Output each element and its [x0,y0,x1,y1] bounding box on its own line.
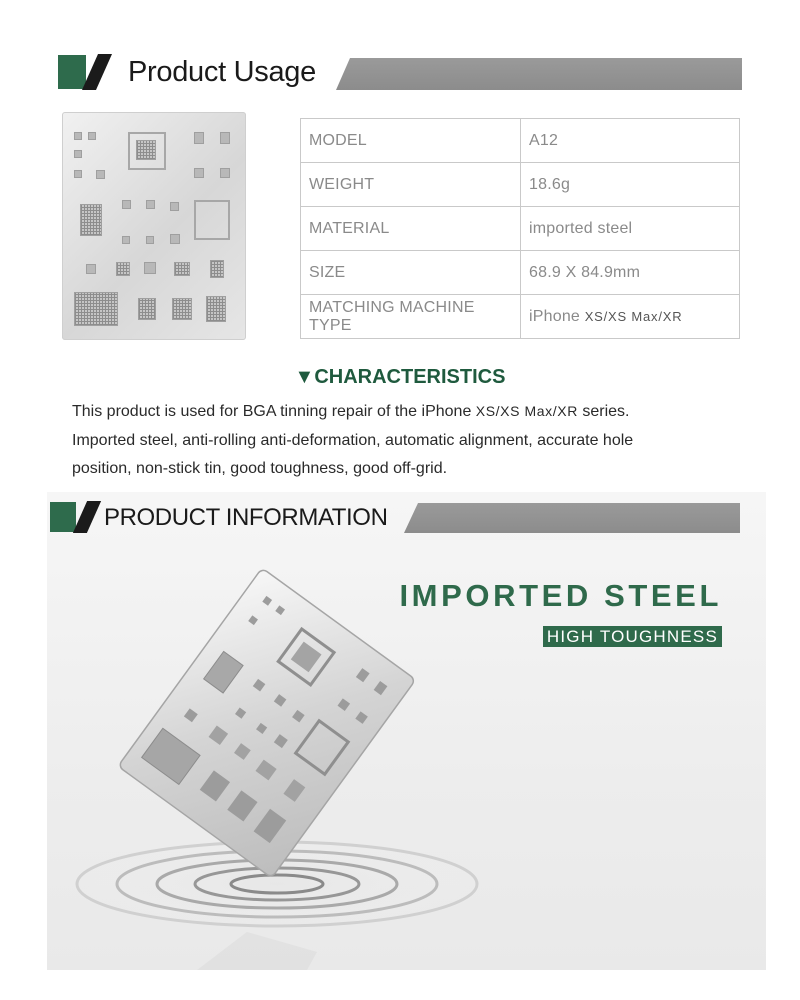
stencil-chip [122,236,130,244]
spec-key: MODEL [301,119,521,163]
spec-key: MATERIAL [301,207,521,251]
spec-value-models: XS/XS Max/XR [584,308,683,324]
spec-value: 68.9 X 84.9mm [521,251,740,295]
table-row [301,295,740,339]
header-green-block [50,502,76,532]
stencil-chip [138,298,156,320]
stencil-chip [170,202,179,211]
product-information-header [50,497,740,537]
stencil-thumbnail-image [62,112,246,340]
stencil-chip [144,262,156,274]
product-usage-title: Product Usage [128,56,316,88]
stencil-chip [86,264,96,274]
stencil-chip [122,200,131,209]
stencil-chip [116,262,130,276]
stencil-chip [174,262,190,276]
plate-reflection [197,932,317,970]
characteristics-line1-a: This product is used for BGA tinning repair of the iPhone [72,403,476,420]
spec-value-main: iPhone [529,307,581,325]
header-grey-bar [404,503,740,533]
stencil-chip [220,132,230,144]
stencil-chip [74,150,82,158]
characteristics-text [72,397,772,484]
banner-headline: IMPORTED STEEL [399,578,722,613]
stencil-chip [194,168,204,178]
spec-key: WEIGHT [301,163,521,207]
spec-value: A12 [521,119,740,163]
characteristics-line1-c: series. [577,403,630,420]
stencil-chip [170,234,180,244]
header-slash [73,501,101,533]
product-usage-header [58,52,744,92]
stencil-chip [96,170,105,179]
spec-table [300,118,740,339]
table-row [301,251,740,295]
spec-key: MATCHING MACHINE TYPE [301,295,521,339]
stencil-chip [88,132,96,140]
stencil-chip [80,204,102,236]
stencil-chip [146,200,155,209]
spec-value: imported steel [521,207,740,251]
characteristics-line [72,397,772,427]
stencil-chip [74,132,82,140]
characteristics-line: Imported steel, anti-rolling anti-deformation, automatic alignment, accurate hole [72,431,634,449]
header-grey-bar [336,58,742,90]
table-row [301,163,740,207]
spec-value [521,295,740,339]
stencil-chip [146,236,154,244]
stencil-plate [118,568,416,878]
stencil-chip [194,200,230,240]
characteristics-title: ▼CHARACTERISTICS [294,366,506,388]
stencil-chip [172,298,192,320]
characteristics-line1-models: XS/XS Max/XR [475,403,578,419]
stencil-water-illustration [47,492,766,970]
stencil-chip [136,140,156,160]
stencil-chip [220,168,230,178]
stencil-chip [206,296,226,322]
product-info-banner [47,492,766,970]
table-row [301,119,740,163]
spec-value: 18.6g [521,163,740,207]
stencil-chip [74,170,82,178]
stencil-chip [194,132,204,144]
banner-badge: HIGH TOUGHNESS [543,626,722,647]
stencil-chip [210,260,224,278]
characteristics-line: position, non-stick tin, good toughness, good off-grid. [72,460,448,477]
stencil-chip [74,292,118,326]
product-information-title: PRODUCT INFORMATION [104,504,388,531]
table-row [301,207,740,251]
header-green-block [58,55,86,89]
header-slash [82,54,112,90]
spec-key: SIZE [301,251,521,295]
